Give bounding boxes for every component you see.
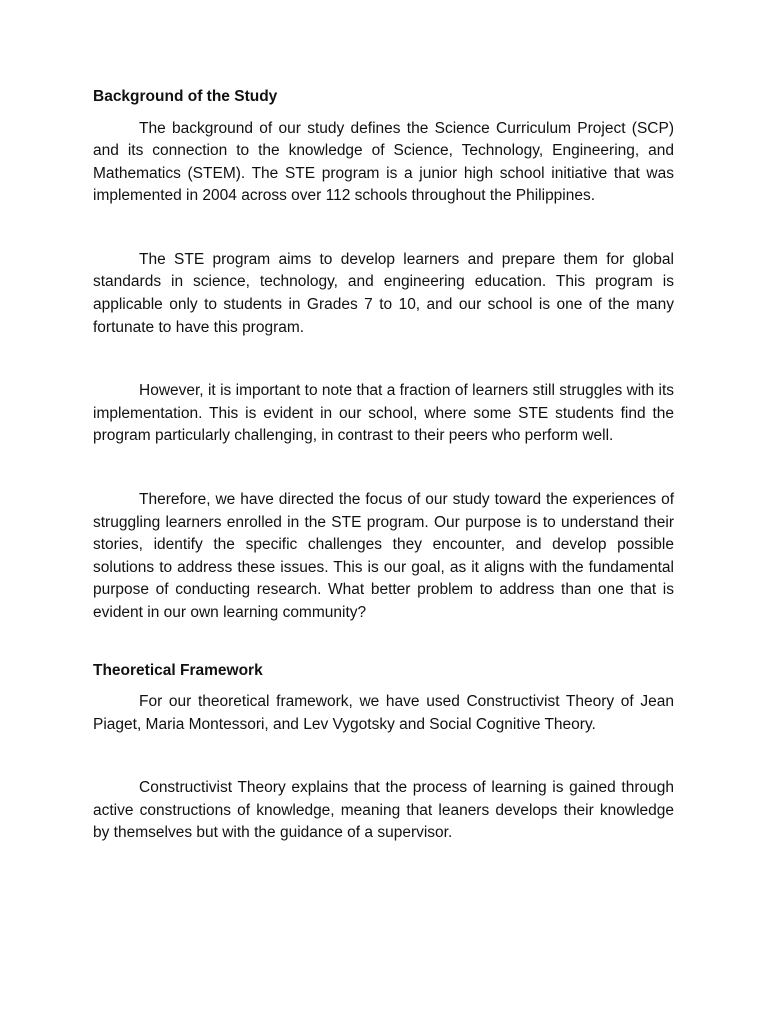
- framework-paragraph-2: Constructivist Theory explains that the process of learning is gained through active constructions of knowledge, meaning that leaners develops their knowledge by themselves but with the guidance of a supervisor.: [93, 779, 674, 842]
- document-page: [93, 86, 674, 845]
- framework-paragraph-1: For our theoretical framework, we have used Constructivist Theory of Jean Piaget, Maria Montessori, and Lev Vygotsky and Social Cognitive Theory.: [93, 693, 674, 733]
- background-paragraph-3: However, it is important to note that a fraction of learners still struggles with its implementation. This is evident in our school, where some STE students find the program particularly challenging, in contrast to their peers who perform well.: [93, 382, 674, 445]
- section-heading-background: Background of the Study: [93, 88, 278, 105]
- background-paragraph-2: The STE program aims to develop learners and prepare them for global standards in science, technology, and engineering education. This program is applicable only to students in Grades 7 to 10, and our school is one of the many fortunate to have this program.: [93, 250, 674, 336]
- background-paragraph-4: Therefore, we have directed the focus of our study toward the experiences of struggling learners enrolled in the STE program. Our purpose is to understand their stories, identify the specific challenges they encounter, and develop possible solutions to address these issues. This is our goal, as it aligns with the fundamental purpose of conducting research. What better problem to address than one that is evident in our own learning community?: [93, 491, 674, 621]
- background-paragraph-1: The background of our study defines the Science Curriculum Project (SCP) and its connection to the knowledge of Science, Technology, Engineering, and Mathematics (STEM). The STE program is a junior high school initiative that was implemented in 2004 across over 112 schools throughout the Philippines.: [93, 119, 674, 205]
- section-heading-theoretical-framework: Theoretical Framework: [93, 661, 263, 679]
